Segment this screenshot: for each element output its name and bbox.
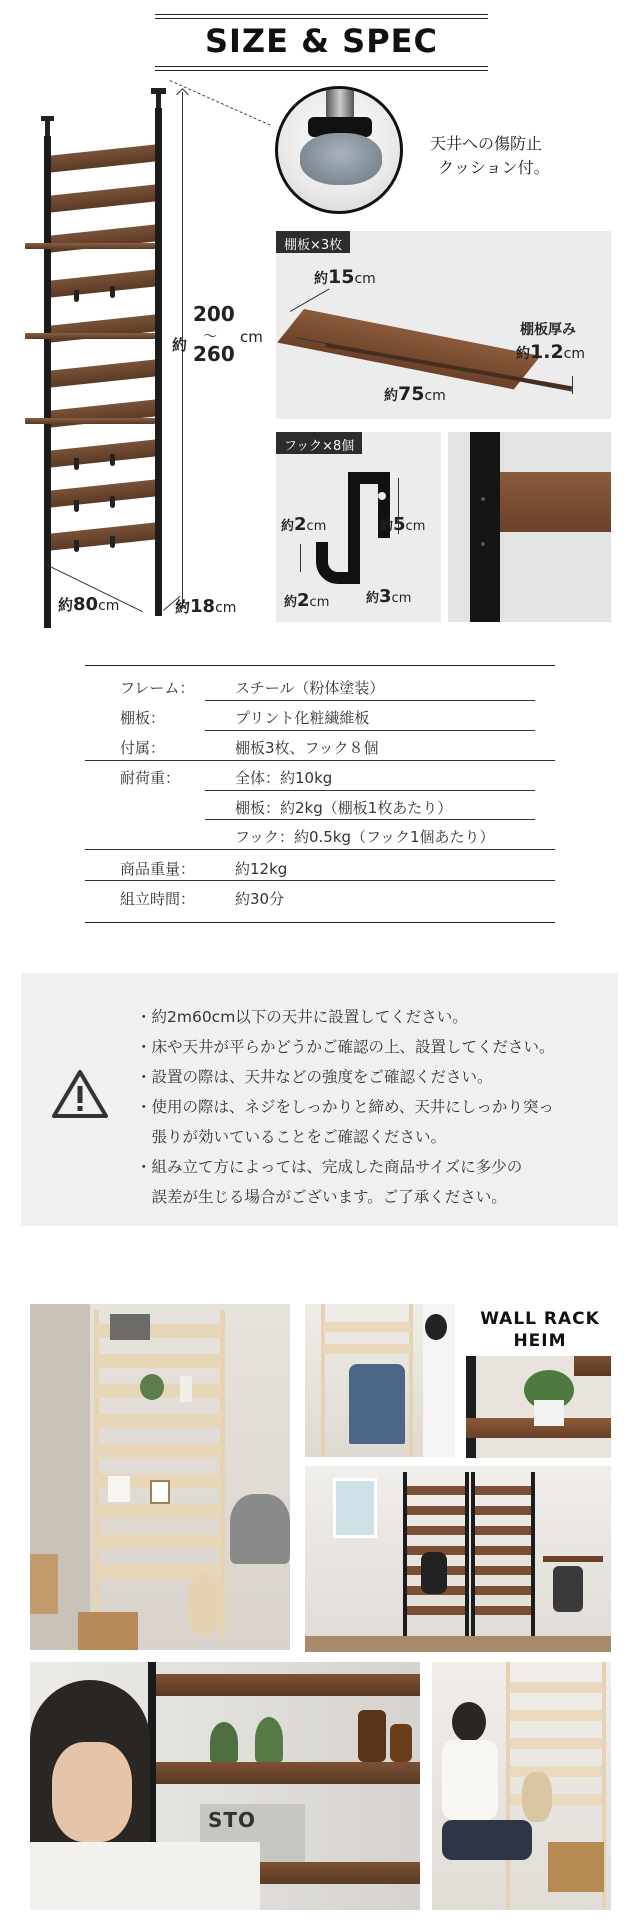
warning-line: ・床や天井が平らかどうかご確認の上、設置してください。 bbox=[136, 1038, 555, 1056]
spec-table-top-rule bbox=[85, 665, 555, 666]
height-top-value: 200 bbox=[193, 302, 235, 326]
photo-desk-plant bbox=[466, 1356, 611, 1458]
height-tilde: 〜 bbox=[203, 329, 217, 345]
hook-tall-label: 約5cm bbox=[380, 514, 426, 535]
spec-key: 商品重量： bbox=[120, 860, 196, 878]
spec-row-divider bbox=[205, 790, 535, 791]
hook-height-label: 約2cm bbox=[281, 514, 327, 535]
spec-key: 耐荷重： bbox=[120, 769, 181, 787]
header-rule-top bbox=[155, 14, 488, 15]
spec-row-divider bbox=[205, 730, 535, 731]
spec-value: スチール（粉体塗装） bbox=[235, 679, 385, 697]
shelf-thickness-label: 約1.2cm bbox=[516, 341, 586, 363]
spec-value: 全体：約10kg bbox=[235, 769, 333, 787]
page-title: SIZE & SPEC bbox=[204, 22, 439, 60]
shelf-count-tag: 棚板×3枚 bbox=[276, 231, 350, 253]
rack-illustration bbox=[0, 80, 290, 620]
height-prefix: 約 bbox=[172, 336, 188, 354]
cushion-note: 天井への傷防止 クッション付。 bbox=[430, 134, 550, 177]
brand-name: WALL RACK HEIM bbox=[480, 1309, 600, 1351]
hook-spec-panel bbox=[276, 432, 441, 622]
spec-value: プリント化粧繊維板 bbox=[235, 709, 370, 727]
photo-woman-hanging-item bbox=[432, 1662, 611, 1910]
rack-width-label: 約80cm bbox=[58, 594, 120, 615]
cushion-detail-photo bbox=[275, 86, 403, 214]
header-rule-top-2 bbox=[155, 18, 488, 19]
warning-icon bbox=[51, 1068, 109, 1120]
photo-jacket-hanging bbox=[305, 1304, 455, 1457]
spec-row-divider bbox=[85, 849, 555, 850]
shelf-depth-label: 約15cm bbox=[314, 266, 376, 288]
spec-key: 棚板： bbox=[120, 709, 166, 727]
spec-value: フック：約0.5kg（フック1個あたり） bbox=[235, 828, 495, 846]
warning-line: ・使用の際は、ネジをしっかりと締め、天井にしっかり突っ bbox=[136, 1098, 554, 1116]
spec-key: 組立時間： bbox=[120, 890, 196, 908]
hook-count-tag: フック×8個 bbox=[276, 432, 362, 454]
poster-print: STO bbox=[200, 1804, 305, 1862]
hook-width-label: 約2cm bbox=[284, 590, 330, 611]
spec-value: 約12kg bbox=[235, 860, 288, 878]
shelf-spec-panel bbox=[276, 231, 611, 419]
photo-light-rack-room bbox=[30, 1304, 290, 1650]
hook-depth-label: 約3cm bbox=[366, 586, 412, 607]
spec-key: フレーム： bbox=[120, 679, 195, 697]
spec-value: 約30分 bbox=[235, 890, 285, 908]
warning-line: 張りが効いていることをご確認ください。 bbox=[136, 1128, 447, 1146]
warning-line: ・約2m60cm以下の天井に設置してください。 bbox=[136, 1008, 468, 1026]
spec-key: 付属： bbox=[120, 739, 166, 757]
spec-value: 棚板3枚、フック８個 bbox=[235, 739, 379, 757]
height-bottom-value: 260 bbox=[193, 342, 235, 366]
warning-line: ・組み立て方によっては、完成した商品サイズに多少の bbox=[136, 1158, 523, 1176]
warning-line: 誤差が生じる場合がございます。ご了承ください。 bbox=[136, 1188, 507, 1206]
shelf-width-label: 約75cm bbox=[384, 383, 446, 405]
warning-line: ・設置の際は、天井などの強度をご確認ください。 bbox=[136, 1068, 493, 1086]
spec-row-divider bbox=[205, 819, 535, 820]
frame-detail-photo bbox=[448, 432, 611, 622]
photo-woman-shelf-closeup bbox=[30, 1662, 420, 1910]
spec-row-divider bbox=[205, 700, 535, 701]
spec-row-divider bbox=[85, 760, 555, 761]
photo-double-rack-room bbox=[305, 1466, 611, 1652]
rack-depth-label: 約18cm bbox=[175, 596, 237, 617]
header-rule-bottom bbox=[155, 66, 488, 67]
height-unit: cm bbox=[240, 328, 263, 346]
header-rule-bottom-2 bbox=[155, 70, 488, 71]
warning-panel bbox=[21, 973, 618, 1226]
spec-value: 棚板：約2kg（棚板1枚あたり） bbox=[235, 799, 453, 817]
spec-row-divider bbox=[85, 880, 555, 881]
spec-table-bottom-rule bbox=[85, 922, 555, 923]
shelf-thickness-title: 棚板厚み bbox=[520, 322, 576, 338]
